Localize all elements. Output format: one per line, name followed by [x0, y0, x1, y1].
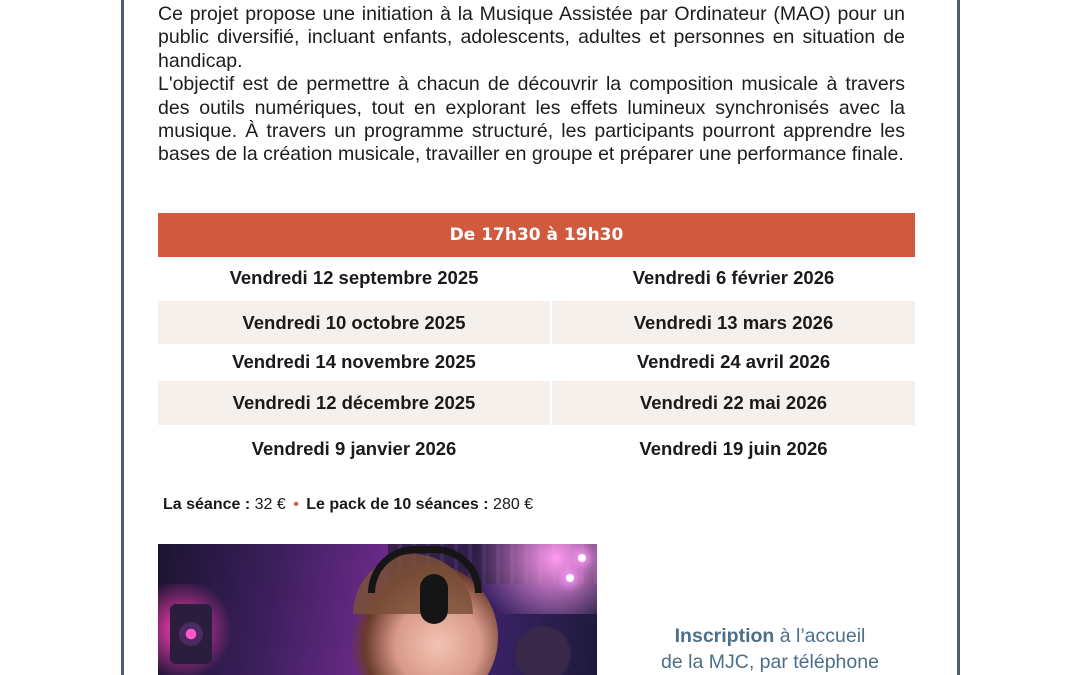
schedule-date: Vendredi 12 septembre 2025 [229, 267, 479, 288]
inscription-text-2: de la MJC, par téléphone [661, 651, 879, 673]
inscription-text-1: à l’accueil [774, 625, 866, 647]
inscription-label: Inscription [674, 625, 775, 647]
pricing-line [163, 496, 533, 514]
intro-paragraph-1: Ce projet propose une initiation à la Musique Assistée par Ordinateur (MAO) pour un public diversifié, incluant enfants, adolescents, adultes et personnes en situation de handicap. [158, 3, 905, 72]
photo-background-person [513, 624, 573, 675]
schedule-row [158, 257, 915, 299]
schedule-row [158, 426, 915, 472]
schedule-date: Vendredi 24 avril 2026 [636, 351, 831, 372]
schedule-date: Vendredi 6 février 2026 [632, 267, 835, 288]
page-frame-right [957, 0, 960, 675]
studio-photo [158, 544, 597, 675]
photo-speaker [170, 604, 212, 664]
page-frame-left [121, 0, 124, 675]
pack-label: Le pack de 10 séances : [306, 496, 489, 513]
inscription-info [640, 623, 900, 675]
schedule-date: Vendredi 12 décembre 2025 [158, 381, 550, 425]
schedule-date: Vendredi 22 mai 2026 [552, 381, 915, 425]
schedule-date: Vendredi 9 janvier 2026 [251, 438, 457, 459]
schedule-date: Vendredi 10 octobre 2025 [158, 301, 550, 344]
intro-paragraph-2: L'objectif est de permettre à chacun de découvrir la composition musicale à travers des outils numériques, tout en explorant les effets lumineux synchronisés avec la musique. À travers un programme structuré, les participants pourront apprendre les bases de la création musicale, travailler en groupe et préparer une performance finale. [158, 73, 905, 166]
schedule-table [158, 213, 915, 472]
schedule-row [158, 344, 915, 380]
schedule-date: Vendredi 19 juin 2026 [639, 438, 828, 459]
session-price: 32 € [254, 496, 286, 513]
schedule-header: De 17h30 à 19h30 [158, 213, 915, 257]
headphone-cup [420, 574, 448, 624]
photo-light [566, 574, 574, 582]
separator-dot: • [293, 496, 299, 513]
schedule-row [158, 381, 915, 425]
schedule-date: Vendredi 14 novembre 2025 [232, 351, 476, 372]
session-label: La séance : [163, 496, 251, 513]
pack-price: 280 € [493, 496, 534, 513]
schedule-row [158, 301, 915, 344]
intro-text [158, 3, 905, 167]
schedule-date: Vendredi 13 mars 2026 [552, 301, 915, 344]
photo-light [578, 554, 586, 562]
